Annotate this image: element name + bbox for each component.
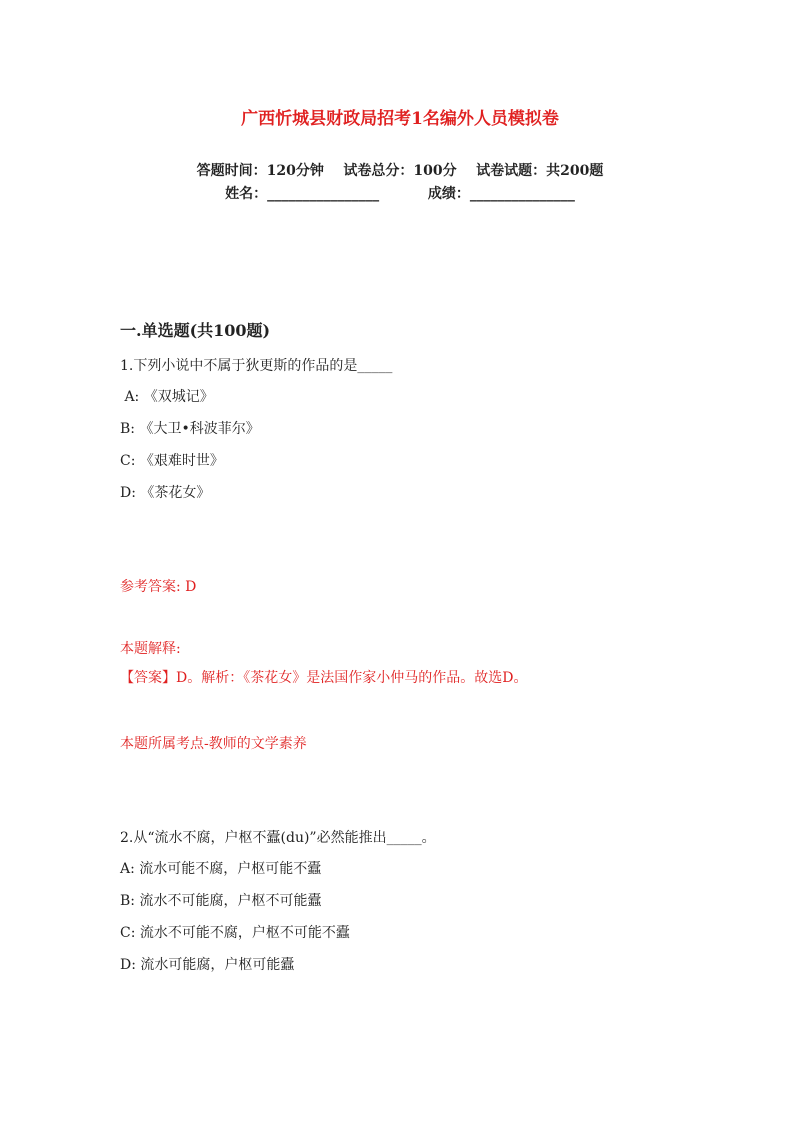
question-1-option-c: C: 《艰难时世》 [120,453,224,469]
question-1-explanation: 【答案】D。解析：《茶花女》是法国作家小仲马的作品。故选D。 [120,670,528,686]
section-title: 一.单选题(共100题) [120,321,271,340]
question-2-option-b: B: 流水不可能腐，户枢不可能蠹 [120,893,322,909]
question-1-stem: 1.下列小说中不属于狄更斯的作品的是_____ [120,358,393,374]
question-2-option-d: D: 流水可能腐，户枢可能蠹 [120,957,295,973]
question-2-stem: 2.从“流水不腐，户枢不蠹(du)”必然能推出_____。 [120,830,436,846]
question-1-option-d: D: 《茶花女》 [120,485,211,501]
question-1-option-a: A: 《双城记》 [120,389,214,405]
question-1-knowledge-point: 本题所属考点-教师的文学素养 [120,736,307,752]
question-1-option-b: B: 《大卫•科波菲尔》 [120,421,260,437]
question-2-option-a: A: 流水可能不腐，户枢可能不蠹 [120,861,322,877]
question-1-explanation-label: 本题解释: [120,641,181,657]
exam-meta-info: 答题时间：120分钟 试卷总分：100分 试卷试题：共200题 [196,163,604,179]
exam-title: 广西忻城县财政局招考1名编外人员模拟卷 [241,109,559,129]
name-score-line: 姓名：________________ 成绩：_______________ [225,186,575,202]
question-2-option-c: C: 流水不可能不腐，户枢不可能不蠹 [120,925,350,941]
question-1-answer: 参考答案: D [120,579,197,595]
